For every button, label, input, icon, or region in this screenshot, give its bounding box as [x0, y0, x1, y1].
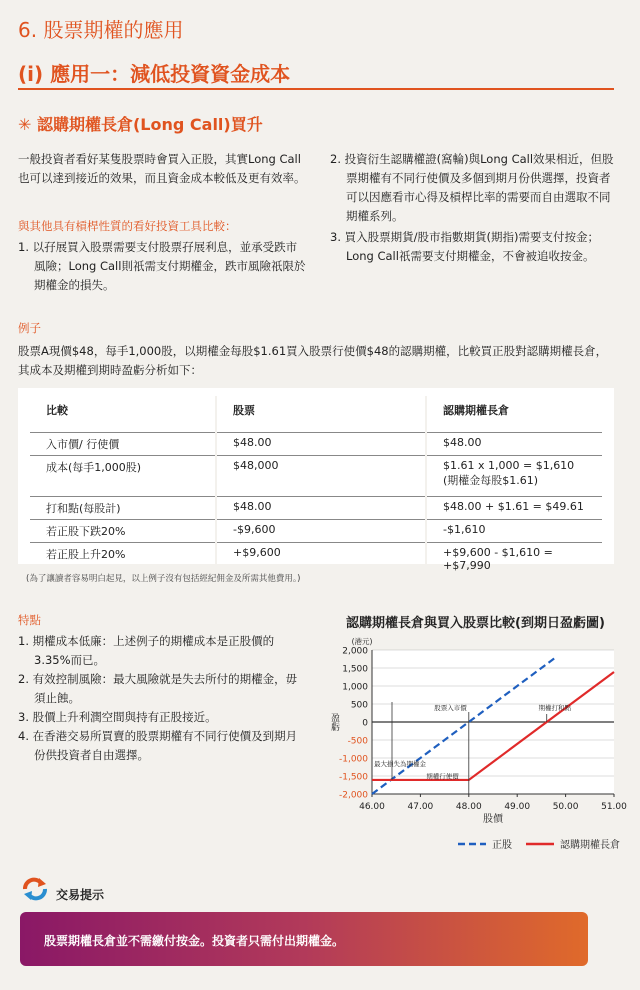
- list-item: 3. 股價上升利潤空間與持有正股接近。: [18, 710, 217, 724]
- tools-list-right: [330, 150, 616, 266]
- table-cell: 若正股下跌20%: [30, 520, 216, 543]
- x-tick-label: 48.00: [455, 802, 482, 812]
- x-tick-label: 49.00: [504, 802, 531, 812]
- breakeven-annotation: 期權打和點: [538, 704, 571, 712]
- intro-paragraph: 一般投資者看好某隻股票時會買入正股，其實Long Call也可以達到接近的效果，而且資金成本較低及更有效率。: [18, 152, 306, 185]
- table-row: [30, 520, 602, 543]
- list-item: 1. 期權成本低廉：上述例子的期權成本是正股價的3.35%而已。: [18, 634, 275, 667]
- y-axis-label: 盈虧: [329, 713, 339, 731]
- table-cell: -$9,600: [216, 520, 426, 543]
- table-footnote: (為了讓讀者容易明白起見，以上例子沒有包括經紀佣金及所需其他費用。): [26, 574, 301, 584]
- table-header: 比較: [46, 404, 68, 417]
- table-cell: $48.00: [216, 433, 426, 456]
- tools-list-left: [18, 238, 308, 295]
- table-row: [30, 456, 602, 497]
- table-cell: -$1,610: [426, 520, 602, 543]
- table-header: 認購期權長倉: [426, 396, 602, 433]
- table-cell: $48.00: [216, 497, 426, 520]
- y-tick-label: -500: [347, 736, 368, 747]
- y-tick-label: -1,000: [338, 754, 368, 765]
- tip-text: 股票期權長倉並不需繳付按金。投資者只需付出期權金。: [44, 934, 345, 948]
- table-cell: +$9,600 - $1,610 = +$7,990: [426, 543, 602, 576]
- topic-text: 認購期權長倉(Long Call)買升: [36, 115, 263, 134]
- example-label: 例子: [18, 321, 41, 335]
- y-tick-label: 1,000: [342, 682, 368, 693]
- features-label: 特點: [18, 613, 41, 627]
- table-cell: $48.00: [426, 433, 602, 456]
- table-cell: 成本(每手1,000股): [30, 456, 216, 497]
- section-divider: [18, 88, 614, 90]
- example-text: 股票A現價$48，每手1,000股，以期權金每股$1.61買入股票行使價$48的認購期權，比較買正股對認購期權長倉，其成本及期權到期時盈虧分析如下：: [18, 344, 608, 377]
- y-tick-label: 2,000: [342, 646, 368, 657]
- strike-annotation: 期權行使價: [426, 772, 459, 781]
- y-tick-label: -2,000: [338, 790, 368, 801]
- asterisk-icon: ✳: [18, 115, 37, 134]
- unit-label: (港元): [351, 637, 373, 646]
- payoff-chart: [326, 630, 636, 856]
- tip-title: 交易提示: [56, 888, 105, 902]
- x-tick-label: 50.00: [552, 802, 579, 812]
- list-item: 4. 在香港交易所買賣的股票期權有不同行使價及到期月份供投資者自由選擇。: [18, 729, 298, 762]
- x-tick-label: 47.00: [407, 802, 434, 812]
- table-cell: 若正股上升20%: [30, 543, 216, 576]
- x-axis-label: 股價: [483, 814, 503, 825]
- chart-title: 認購期權長倉與買入股票比較(到期日盈虧圖): [346, 616, 605, 631]
- table-row: [30, 497, 602, 520]
- list-item: 2. 投資衍生認購權證(窩輪)與Long Call效果相近，但股票期權有不同行使價及多個到期月份供選擇，投資者可以因應看市心得及槓桿比率的需要而自由選取不同期權系列。: [330, 152, 614, 223]
- x-tick-label: 51.00: [601, 802, 627, 812]
- legend-label: 認購期權長倉: [560, 840, 620, 851]
- legend-label: 正股: [492, 840, 512, 851]
- table-header: 股票: [216, 396, 426, 433]
- y-tick-label: 500: [350, 700, 368, 711]
- features-list: [18, 632, 308, 765]
- table-cell: 打和點(每股計): [30, 497, 216, 520]
- list-item: 3. 買入股票期貨/股市指數期貨(期指)需要支付按金；Long Call祇需要支付期權金，不會被追收按金。: [330, 230, 599, 263]
- refresh-icon: [20, 876, 50, 902]
- section-title: 6. 股票期權的應用: [18, 18, 184, 42]
- list-item: 1. 以孖展買入股票需要支付股票孖展利息，並承受跌市風險；Long Call則祇需支付期權金，跌市風險祇限於期權金的損失。: [18, 240, 306, 292]
- x-tick-label: 46.00: [359, 802, 385, 812]
- y-tick-label: 1,500: [342, 664, 368, 675]
- subsection-title: (i) 應用一：減低投資資金成本: [18, 62, 291, 86]
- list-item: 2. 有效控制風險：最大風險就是失去所付的期權金，毋須止蝕。: [18, 672, 298, 705]
- tools-label: 與其他具有槓桿性質的看好投資工具比較：: [18, 219, 237, 233]
- y-tick-label: -1,500: [338, 772, 368, 783]
- table-cell: +$9,600: [216, 543, 426, 576]
- table-cell: $48,000: [216, 456, 426, 497]
- table-row: [30, 433, 602, 456]
- table-row: [30, 543, 602, 576]
- table-cell: $1.61 x 1,000 = $1,610 (期權金每股$1.61): [426, 456, 602, 497]
- table-cell: $48.00 + $1.61 = $49.61: [426, 497, 602, 520]
- max-loss-annotation: 最大損失為期權金: [374, 760, 426, 768]
- y-tick-label: 0: [362, 718, 368, 729]
- topic-heading: [18, 112, 263, 135]
- table-cell: 入市價/ 行使價: [30, 433, 216, 456]
- stock-entry-annotation: 股票入市價: [434, 704, 467, 712]
- comparison-table: [30, 396, 602, 575]
